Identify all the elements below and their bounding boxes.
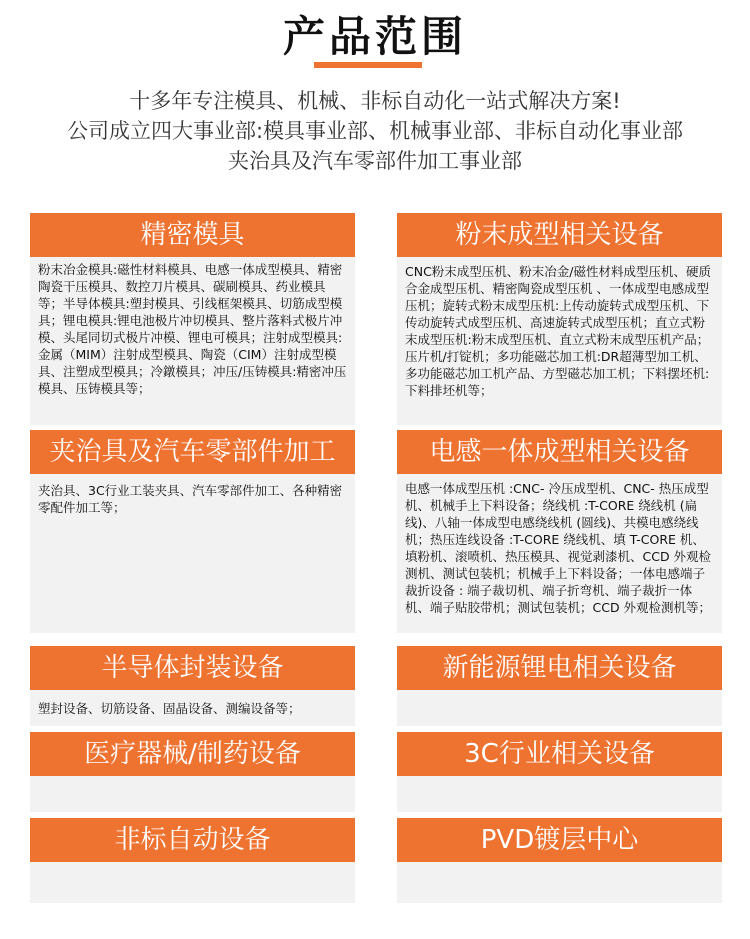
card-body: 夹治具、3C行业工装夹具、汽车零部件加工、各种精密零配件加工等； bbox=[38, 483, 343, 515]
intro-text bbox=[0, 86, 750, 176]
card-body: CNC粉末成型压机、粉末冶金/磁性材料成型压机、硬质合金成型压机、精密陶瓷成型压机 、一体成型电感成型压机；旋转式粉末成型压机:上传动旋转式成型压机、下传动旋转式成型压机、高速旋转式成型压机；直立式粉末成型压机:粉末成型压机、直立式粉末成型压机产品；压片机/打锭机；多功能磁芯加工机:DR超薄型加工机、多功能磁芯加工机产品、方型磁芯加工机；下料摆坯机:下料排坯机等； bbox=[405, 264, 712, 398]
card-body bbox=[397, 690, 722, 694]
card-fixtures-auto-parts bbox=[30, 430, 355, 633]
card-title: 电感一体成型相关设备 bbox=[397, 430, 722, 474]
card-title: 精密模具 bbox=[30, 213, 355, 257]
card-pvd-coating-center bbox=[397, 818, 722, 903]
intro-line-3: 夹治具及汽车零部件加工事业部 bbox=[228, 149, 522, 173]
card-lithium-battery-equipment bbox=[397, 646, 722, 726]
intro-line-2: 公司成立四大事业部:模具事业部、机械事业部、非标自动化事业部 bbox=[66, 119, 684, 143]
intro-line-1: 十多年专注模具、机械、非标自动化一站式解决方案! bbox=[129, 89, 621, 113]
card-body: 粉末冶金模具:磁性材料模具、电感一体成型模具、精密陶瓷干压模具、数控刀片模具、碳刷模具、药业模具等；半导体模具:塑封模具、引线框架模具、切筋成型模具；锂电模具:锂电池极片冲切模具、整片落料式极片冲模、头尾同切式极片冲模、锂电可模具；注射成型模具:金属（MIM）注射成型模具、陶瓷（CIM）注射成型模具、注塑成型模具；冷鐓模具；冲压/压铸模具:精密冲压模具、压铸模具等； bbox=[38, 262, 347, 396]
card-powder-forming-equipment bbox=[397, 213, 722, 425]
card-title: 3C行业相关设备 bbox=[397, 732, 722, 776]
card-3c-equipment bbox=[397, 732, 722, 812]
card-title: 粉末成型相关设备 bbox=[397, 213, 722, 257]
card-title: 夹治具及汽车零部件加工 bbox=[30, 430, 355, 474]
card-body bbox=[30, 862, 355, 866]
title-underline bbox=[314, 62, 422, 68]
card-title: 新能源锂电相关设备 bbox=[397, 646, 722, 690]
card-precision-molds bbox=[30, 213, 355, 425]
card-title: 半导体封装设备 bbox=[30, 646, 355, 690]
card-body: 电感一体成型压机 :CNC- 冷压成型机、CNC- 热压成型机、机械手上下料设备；绕线机 :T-CORE 绕线机 (扁线)、八轴一体成型电感绕线机 (圆线)、共模电感绕线机；热压连线设备 :T-CORE 绕线机、填 T-CORE 机、填粉机、滚喷机、热压模具、视觉剥漆机、CCD 外观检测机、测试包装机；机械手上下料设备；一体电感端子裁折设备 : 端子裁切机、端子折弯机、端子裁折一体机、端子贴胶带机；测试包装机；CCD 外观检测机等； bbox=[405, 481, 712, 615]
card-title: 医疗器械/制药设备 bbox=[30, 732, 355, 776]
page-title: 产品范围 bbox=[282, 12, 467, 61]
card-semiconductor-packaging bbox=[30, 646, 355, 726]
card-body bbox=[30, 776, 355, 780]
card-body bbox=[397, 776, 722, 780]
card-medical-pharma-equipment bbox=[30, 732, 355, 812]
card-nonstandard-automation bbox=[30, 818, 355, 903]
card-body bbox=[397, 862, 722, 866]
card-body: 塑封设备、切筋设备、固晶设备、测编设备等； bbox=[38, 701, 301, 716]
card-inductor-equipment bbox=[397, 430, 722, 633]
card-title: 非标自动设备 bbox=[30, 818, 355, 862]
card-title: PVD镀层中心 bbox=[397, 818, 722, 862]
